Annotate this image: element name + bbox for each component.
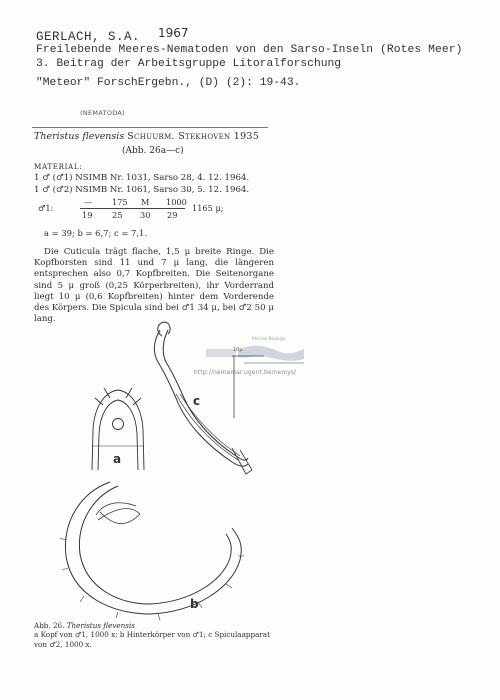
watermark-name: Marine Biology	[252, 337, 286, 342]
formula-top-2: 175	[112, 197, 128, 207]
watermark-url: http://nemamar.ugent.be/nemys/	[194, 370, 297, 376]
formula-bottom-2: 25	[112, 210, 123, 220]
formula-bottom-1: 19	[82, 210, 93, 220]
formula-prefix: ♂1:	[38, 203, 54, 213]
reference-year: 1967	[158, 26, 189, 40]
scale-bar	[232, 356, 264, 418]
caption-species: Theristus flevensis	[66, 621, 135, 630]
figure-label-c: c	[193, 394, 201, 408]
formula-top-4: 1000	[166, 197, 187, 207]
drawing-c-spicule	[154, 322, 252, 474]
caption-text: a Kopf von ♂1, 1000 x; b Hinterkörper von ♂1; c Spiculaapparat von ♂2, 1000 x.	[34, 630, 270, 649]
formula-total: 1165 μ;	[192, 203, 224, 213]
figure-label-b: b	[190, 597, 199, 611]
material-line-2: 1 ♂ (♂2) NSIMB Nr. 1061, Sarso 30, 5. 12. 1964.	[34, 185, 250, 195]
caption-prefix: Abb. 26.	[34, 621, 65, 630]
formula-top-1: —	[84, 197, 93, 207]
material-line-1: 1 ♂ (♂1) NSIMB Nr. 1031, Sarso 28, 4. 12. 1964.	[34, 173, 250, 183]
figure-reference: (Abb. 26a—c)	[122, 146, 184, 156]
formula-bottom-3: 30	[140, 210, 151, 220]
reference-series: 3. Beitrag der Arbeitsgruppe Litoralforschung	[36, 58, 342, 70]
formula-bottom-4: 29	[167, 210, 178, 220]
material-label: MATERIAL:	[34, 162, 83, 171]
reference-author: GERLACH, S.A.	[36, 30, 141, 44]
drawing-b-tail	[60, 482, 244, 620]
handwritten-annotation: (NEMATODA)	[80, 109, 126, 117]
reference-journal: "Meteor" ForschErgebn., (D) (2): 19-43.	[36, 77, 301, 89]
species-authority: Schuurm. Stekhoven 1935	[127, 131, 260, 142]
species-description: Die Cuticula trägt flache, 1,5 μ breite Ringe. Die Kopfborsten sind 11 und 7 μ lang, die längeren entsprechen also 0,7 Kopfbreiten. Die Seitenorgane sind 5 μ groß (0,25 Körperbreiten), ihr Vorderrand liegt 10 μ (0,6 Kopfbreiten) hinter dem Vorderende des Körpers. Die Spicula sind bei ♂1 34 μ, bei ♂2 50 μ lang.	[34, 247, 274, 325]
scale-label: 10μ	[233, 347, 243, 353]
species-name: Theristus flevensis	[34, 131, 125, 142]
figure-label-a: a	[113, 452, 122, 466]
caption-heading	[34, 621, 135, 630]
formula-ratios: a = 39; b = 6,7; c = 7,1.	[44, 228, 147, 238]
reference-title: Freilebende Meeres-Nematoden von den Sarso-Inseln (Rotes Meer)	[36, 44, 463, 56]
formula-top-3: M	[141, 197, 150, 207]
